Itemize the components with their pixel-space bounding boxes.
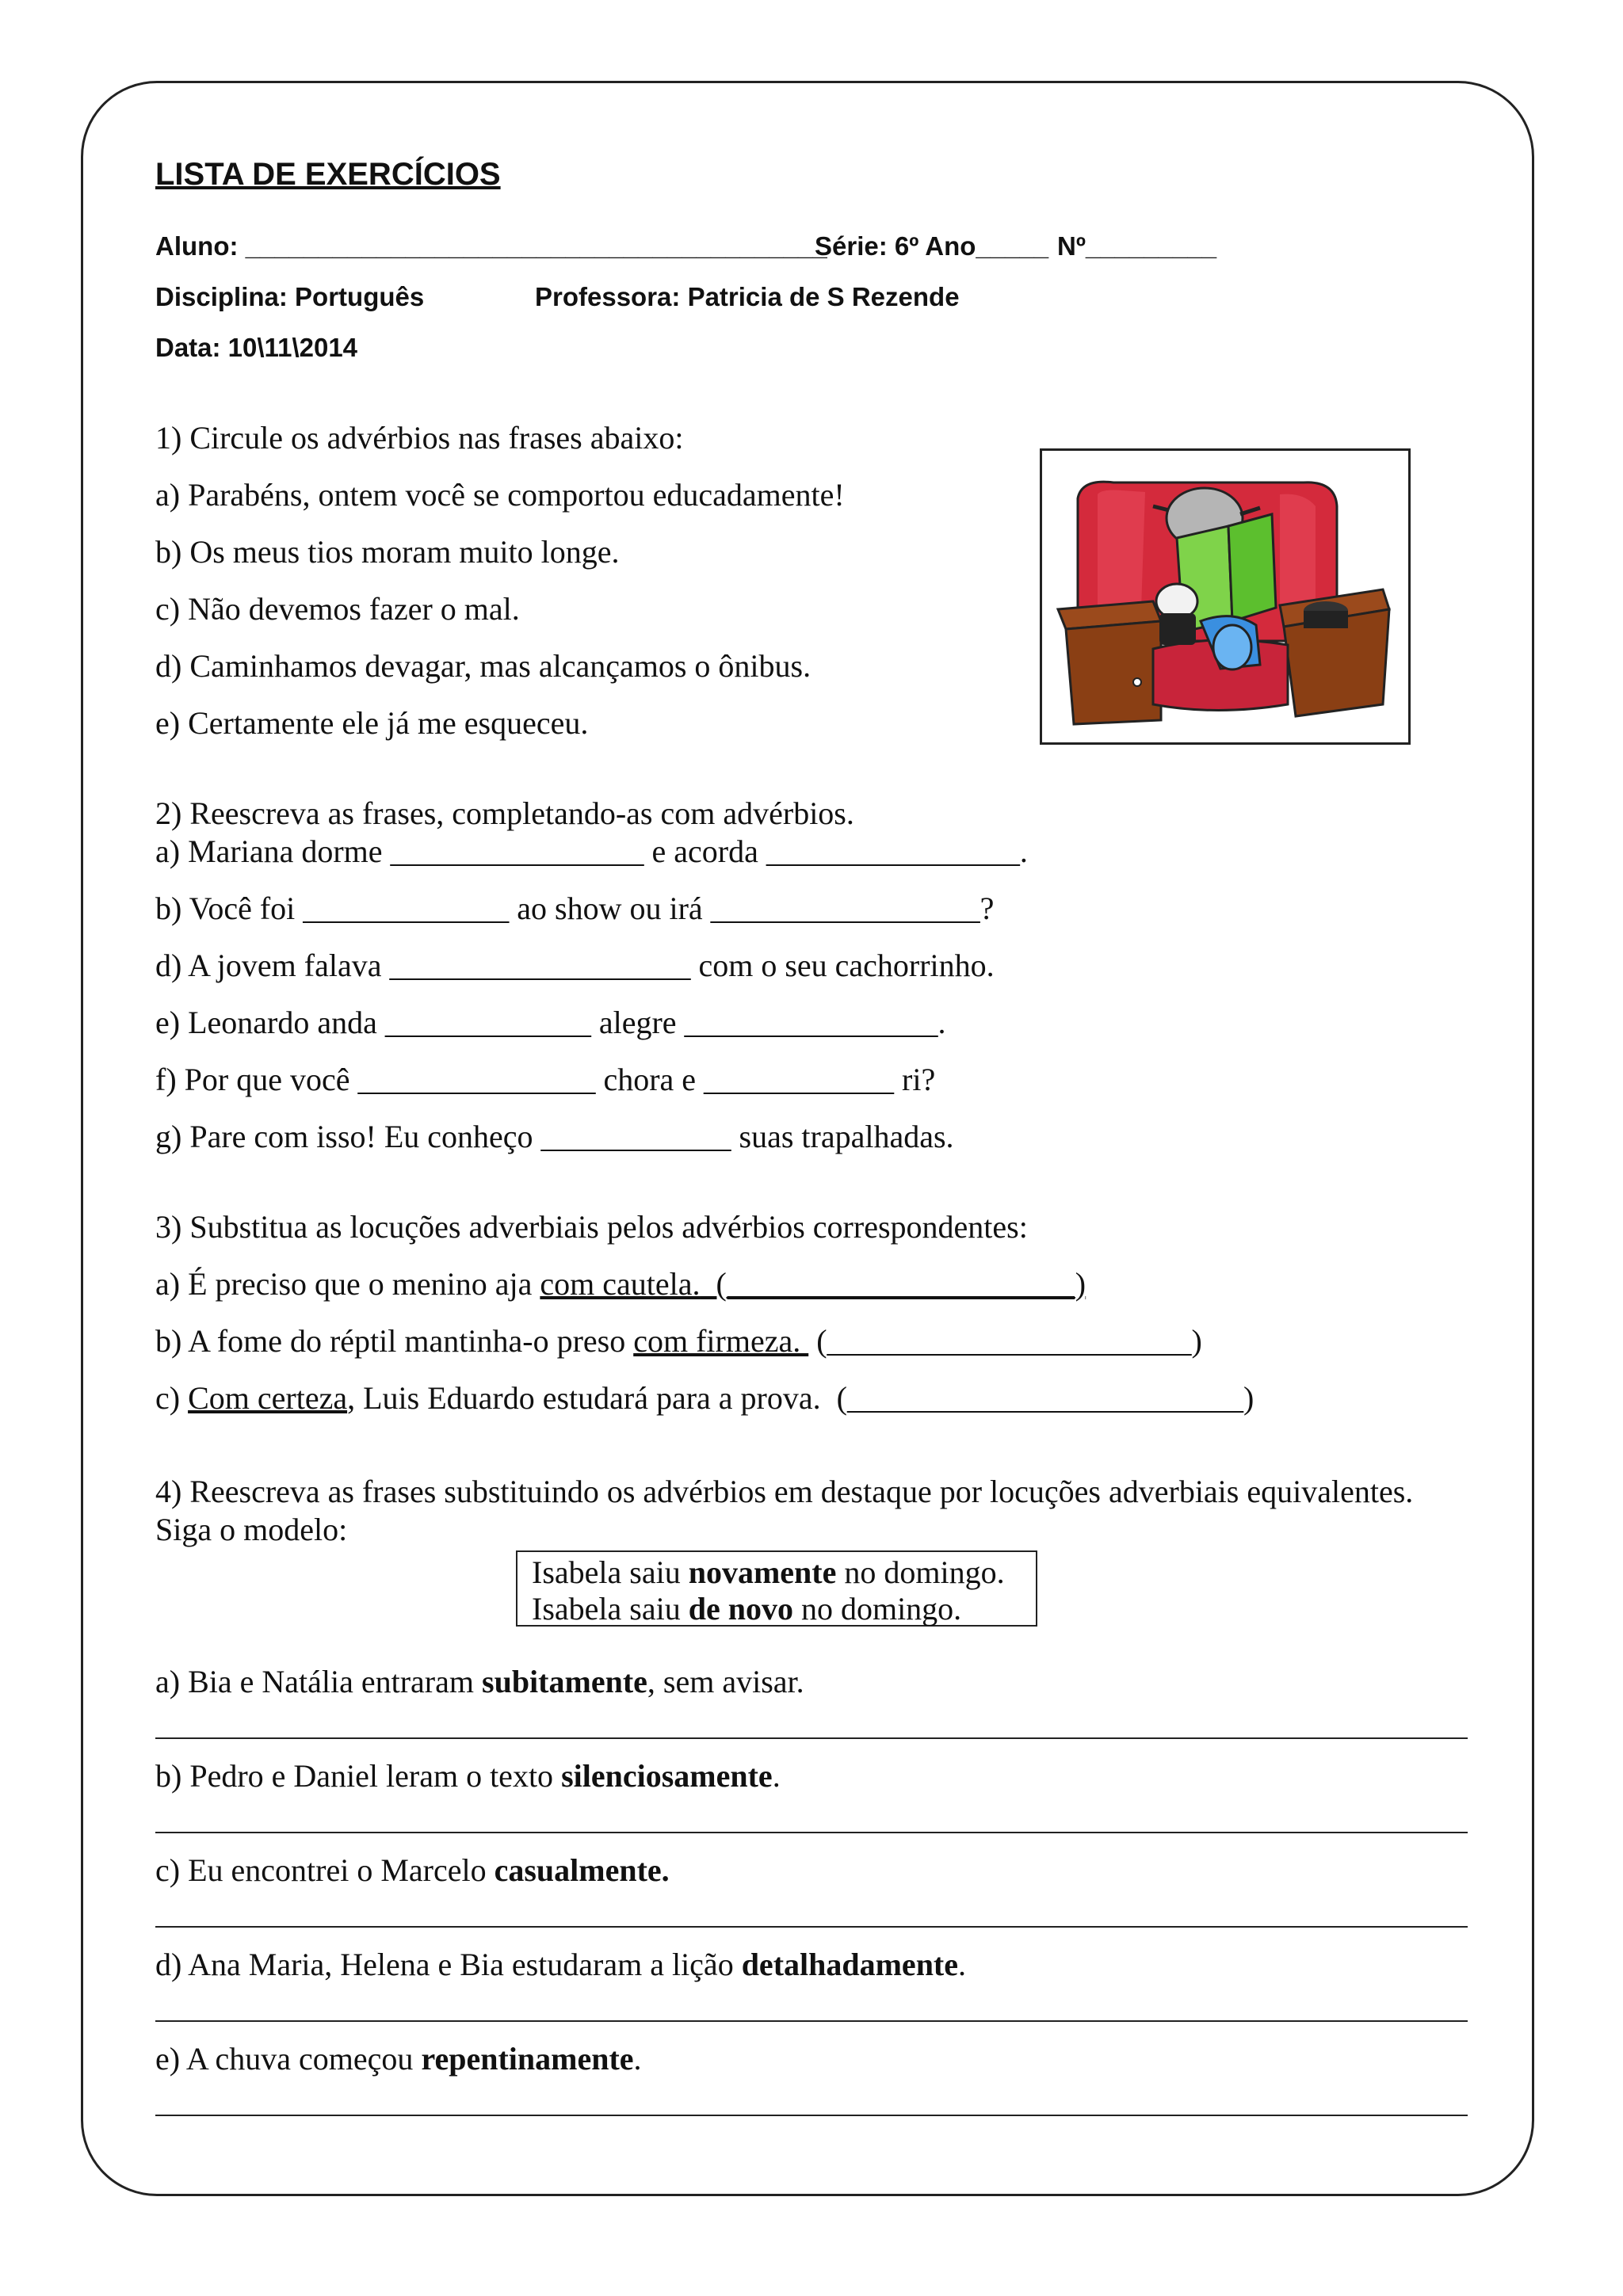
q2-item[interactable]: f) Por que você _______________ chora e ____________ ri? [155, 1062, 936, 1097]
answer-line[interactable] [155, 1832, 1468, 1833]
q1-item: d) Caminhamos devagar, mas alcançamos o ônibus. [155, 648, 812, 684]
q3-item-b[interactable] [155, 1323, 1202, 1360]
page-title: LISTA DE EXERCÍCIOS [155, 157, 501, 192]
q4-prompt-line2: Siga o modelo: [155, 1512, 348, 1547]
q4-item: d) Ana Maria, Helena e Bia estudaram a lição detalhadamente. [155, 1947, 967, 1982]
grade-field[interactable]: Série: 6º Ano_____ [815, 231, 1049, 261]
child-reading-illustration [1040, 448, 1411, 745]
model-example-box [516, 1550, 1037, 1627]
answer-line[interactable] [155, 2115, 1468, 2116]
model-line-2: Isabela saiu de novo no domingo. [532, 1591, 962, 1627]
subject-label: Disciplina: Português [155, 282, 425, 311]
q3-a-locution: com cautela. [540, 1266, 701, 1302]
q2-item[interactable]: g) Pare com isso! Eu conheço ____________ suas trapalhadas. [155, 1119, 954, 1154]
q3-b-locution: com firmeza. [633, 1323, 809, 1359]
child-reading-in-armchair-icon [1042, 451, 1408, 742]
q2-item[interactable]: d) A jovem falava ___________________ com o seu cachorrinho. [155, 948, 995, 983]
date-label: Data: 10\11\2014 [155, 333, 358, 362]
q3-c-label: c) [155, 1380, 189, 1416]
answer-line[interactable] [155, 1926, 1468, 1928]
q3-b-blank[interactable]: (_______________________) [808, 1323, 1202, 1359]
q3-item-a[interactable] [155, 1266, 1086, 1302]
q2-item[interactable]: a) Mariana dorme ________________ e acorda ________________. [155, 833, 1028, 869]
number-field[interactable]: Nº_________ [1057, 231, 1217, 261]
q3-c-locution: Com certeza [188, 1380, 348, 1416]
q1-item: b) Os meus tios moram muito longe. [155, 534, 620, 570]
q1-item: a) Parabéns, ontem você se comportou educadamente! [155, 477, 845, 513]
q2-item[interactable]: b) Você foi _____________ ao show ou irá _________________? [155, 891, 995, 926]
q4-prompt-line1: 4) Reescreva as frases substituindo os advérbios em destaque por locuções adverbiais equivalentes. [155, 1474, 1414, 1509]
q3-item-c[interactable] [155, 1380, 1254, 1417]
student-name-field[interactable]: Aluno: ________________________________________ [155, 231, 827, 261]
q2-item[interactable]: e) Leonardo anda _____________ alegre ________________. [155, 1005, 946, 1040]
q1-prompt: 1) Circule os advérbios nas frases abaixo: [155, 420, 684, 456]
answer-line[interactable] [155, 1737, 1468, 1739]
q4-item: c) Eu encontrei o Marcelo casualmente. [155, 1852, 670, 1888]
q4-item: a) Bia e Natália entraram subitamente, sem avisar. [155, 1664, 804, 1699]
q1-item: c) Não devemos fazer o mal. [155, 591, 520, 627]
q3-a-text: a) É preciso que o menino aja [155, 1266, 540, 1302]
answer-line[interactable] [155, 2020, 1468, 2022]
model-line-1: Isabela saiu novamente no domingo. [532, 1554, 1005, 1590]
q4-item: b) Pedro e Daniel leram o texto silenciosamente. [155, 1758, 781, 1794]
q3-prompt: 3) Substitua as locuções adverbiais pelos advérbios correspondentes: [155, 1209, 1028, 1245]
q4-item: e) A chuva começou repentinamente. [155, 2041, 642, 2077]
q2-prompt: 2) Reescreva as frases, completando-as com advérbios. [155, 795, 854, 831]
q3-b-text: b) A fome do réptil mantinha-o preso [155, 1323, 634, 1359]
teacher-label: Professora: Patricia de S Rezende [535, 282, 960, 311]
q3-c-text[interactable]: , Luis Eduardo estudará para a prova. (_________________________) [347, 1380, 1254, 1416]
q1-item: e) Certamente ele já me esqueceu. [155, 705, 589, 741]
q3-a-blank[interactable]: (______________________) [700, 1266, 1086, 1302]
